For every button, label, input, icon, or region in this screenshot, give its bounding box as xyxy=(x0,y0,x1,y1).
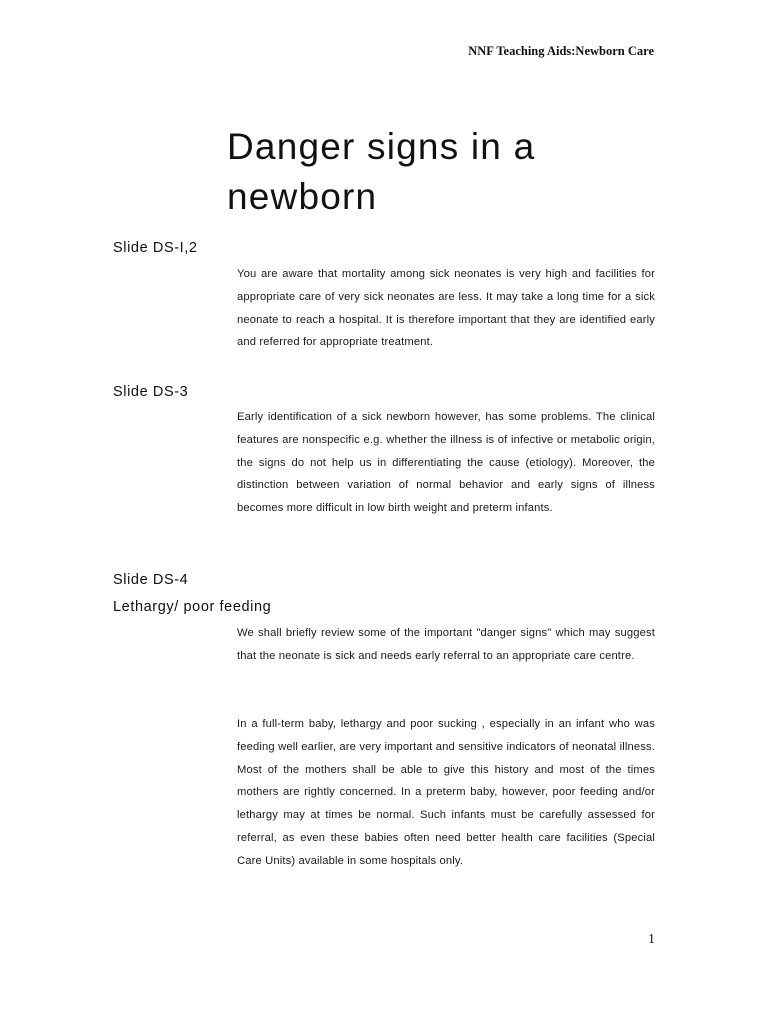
page-number: 1 xyxy=(648,932,655,947)
section-heading-ds-3: Slide DS-3 xyxy=(113,384,189,400)
section-paragraph-ds-1-2: You are aware that mortality among sick neonates is very high and facilities for appropriate care of very sick neonates are less. It may take a long time for a sick neonate to reach a hospital. It is therefore important that they are identified early and referred for appropriate treatment. xyxy=(237,268,655,349)
section-paragraph-ds-4-intro: We shall briefly review some of the important "danger signs" which may suggest that the neonate is sick and needs early referral to an appropriate care centre. xyxy=(237,627,655,662)
section-heading-ds-1-2: Slide DS-I,2 xyxy=(113,240,198,256)
section-subheading-lethargy: Lethargy/ poor feeding xyxy=(113,599,272,615)
running-header: NNF Teaching Aids:Newborn Care xyxy=(468,44,654,58)
page-title: Danger signs in a newborn xyxy=(227,126,536,217)
section-paragraph-ds-4-detail: In a full-term baby, lethargy and poor sucking , especially in an infant who was feeding well earlier, are very important and sensitive indicators of neonatal illness. Most of the mothers shall be able to give this history and most of the times mothers are rightly concerned. In a preterm baby, however, poor feeding and/or lethargy may at times be normal. Such infants must be carefully assessed for referral, as even these babies often need better health care facilities (Special Care Units) available in some hospitals only. xyxy=(237,718,655,867)
section-heading-ds-4: Slide DS-4 xyxy=(113,572,189,588)
section-paragraph-ds-3: Early identification of a sick newborn however, has some problems. The clinical features are nonspecific e.g. whether the illness is of infective or metabolic origin, the signs do not help us in differentiating the cause (etiology). Moreover, the distinction between variation of normal behavior and early signs of illness becomes more difficult in low birth weight and preterm infants. xyxy=(237,411,655,515)
